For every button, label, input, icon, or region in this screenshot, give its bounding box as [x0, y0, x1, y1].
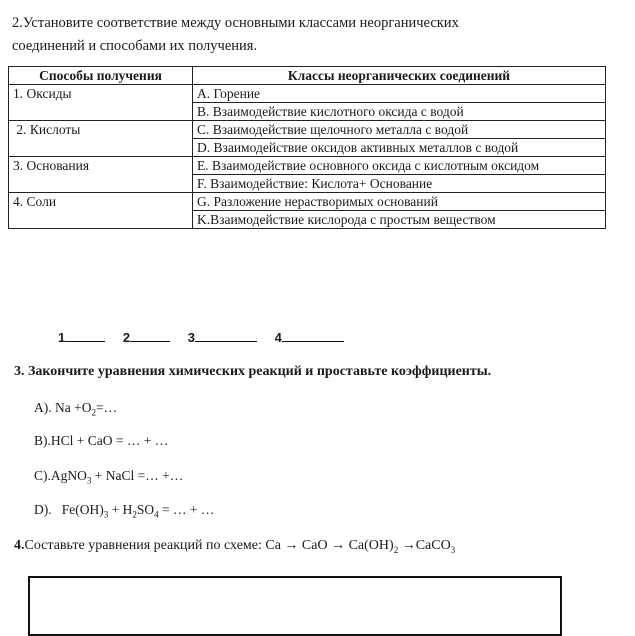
class-cell: K.Взаимодействие кислорода с простым веществом [193, 211, 606, 229]
task4-title: 4.Составьте уравнения реакций по схеме: Ca → CaO → $Ca(OH)_2$ →CaCO$_3$ [14, 538, 456, 555]
table-row [9, 157, 606, 175]
equation-c: C).AgNO$_3$ + NaCl =… +… [34, 468, 184, 486]
method-cell: 3. Основания [9, 157, 193, 193]
method-cell: 1. Оксиды [9, 85, 193, 121]
answer-box[interactable] [28, 576, 562, 636]
task3-title: 3. Закончите уравнения химических реакций и проставьте коэффициенты. [14, 364, 492, 379]
table-header-row [9, 67, 606, 85]
equation-a: A). $Na +O_2=\dots$ [34, 400, 118, 418]
class-cell: F. Взаимодействие: Кислота+ Основание [193, 175, 606, 193]
class-cell: C. Взаимодействие щелочного металла с водой [193, 121, 606, 139]
class-cell: B. Взаимодействие кислотного оксида с водой [193, 103, 606, 121]
answer-blanks [58, 330, 358, 345]
equation-b: B).HCl + CaO = … + … [34, 433, 169, 448]
answer-2: 2 [123, 330, 170, 345]
answer-1: 1 [58, 330, 105, 345]
header-methods: Способы получения [9, 67, 193, 85]
answer-3-blank[interactable] [195, 331, 257, 342]
answer-3: 3 [188, 330, 257, 345]
task2-title-line2: соединений и способами их получения. [12, 38, 258, 54]
answer-1-blank[interactable] [65, 331, 105, 342]
class-cell: A. Горение [193, 85, 606, 103]
table-row [9, 85, 606, 103]
method-cell: 4. Соли [9, 193, 193, 229]
table-row [9, 121, 606, 139]
answer-2-blank[interactable] [130, 331, 170, 342]
answer-4-blank[interactable] [282, 331, 344, 342]
table-row [9, 193, 606, 211]
matching-table [8, 66, 606, 229]
class-cell: E. Взаимодействие основного оксида с кислотным оксидом [193, 157, 606, 175]
class-cell: G. Разложение нерастворимых оснований [193, 193, 606, 211]
class-cell: D. Взаимодействие оксидов активных металлов с водой [193, 139, 606, 157]
method-cell: 2. Кислоты [9, 121, 193, 157]
task2-title [12, 12, 612, 58]
task2-title-line1: 2.Установите соответствие между основными классами неорганических [12, 15, 459, 31]
header-classes: Классы неорганических соединений [193, 67, 606, 85]
equation-d: D). $Fe(OH)_3 + H_2SO_4$ = … + … [34, 502, 215, 520]
answer-4: 4 [275, 330, 344, 345]
